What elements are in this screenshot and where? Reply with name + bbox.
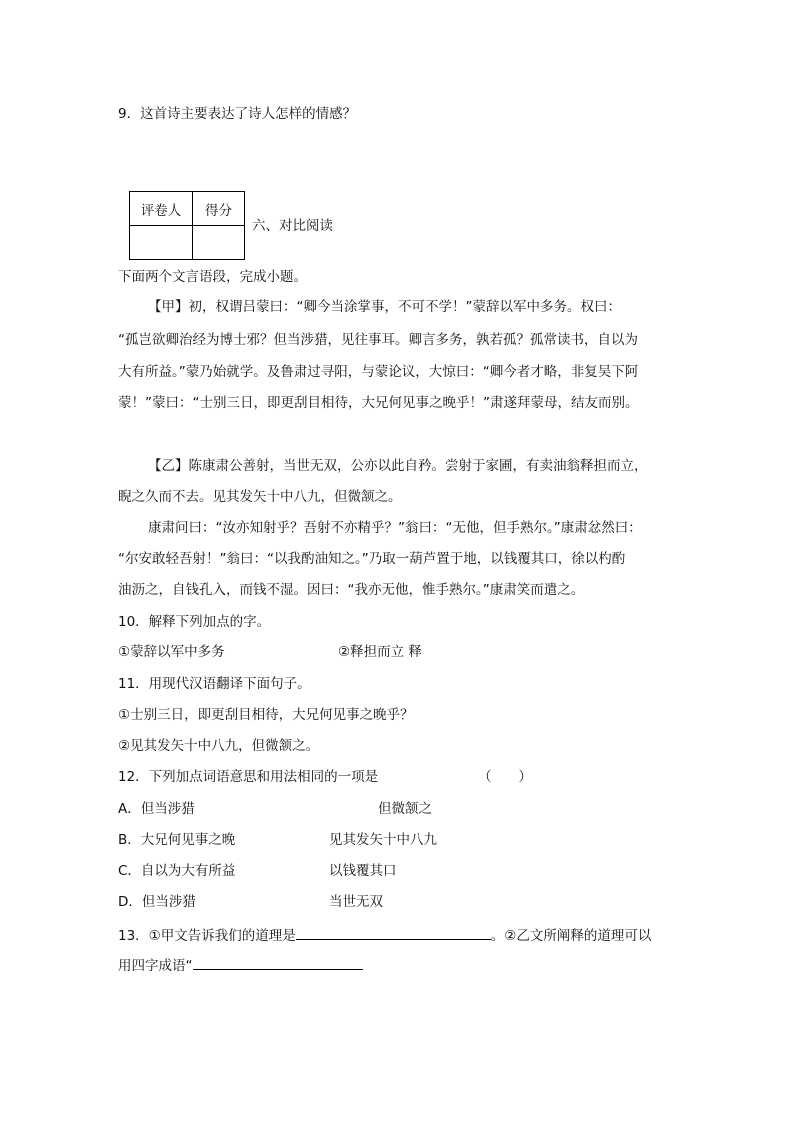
reviewer-cell [130, 226, 193, 260]
option-a-right: 但微颔之 [378, 801, 432, 817]
q13-line-2: 用四字成语“ [118, 958, 193, 974]
question-10: 10．解释下列加点的字。 [118, 614, 271, 630]
q11-item-b: ②见其发矢十中八九，但微颔之。 [118, 738, 320, 754]
yi-line-1: 【乙】陈康肃公善射，当世无双，公亦以此自矜。尝射于家圃，有卖油翁释担而立， [148, 458, 648, 474]
option-d-left: D．但当涉猎 [118, 894, 196, 910]
q13-part-1: 13．①甲文告诉我们的道理是 [118, 928, 296, 944]
answer-blank-1[interactable] [296, 924, 491, 940]
q10-item-b: ②释担而立 释 [338, 644, 422, 660]
jia-line-3: 大有所益。”蒙乃始就学。及鲁肃过寻阳，与蒙论议，大惊曰：“卿今者才略，非复吴下阿 [118, 364, 639, 380]
question-13-line-1 [118, 924, 651, 946]
section-title: 六、对比阅读 [252, 218, 333, 234]
jia-line-4: 蒙！”蒙曰：“士别三日，即更刮目相待，大兄何见事之晚乎！”肃遂拜蒙母，结友而别。 [118, 395, 639, 411]
yi-line-2: 睨之久而不去。见其发矢十中八九，但微颔之。 [118, 489, 402, 505]
q11-item-a: ①士别三日，即更刮目相待，大兄何见事之晚乎？ [118, 707, 414, 723]
yi-line-4: “尔安敢轻吾射！”翁曰：“以我酌油知之。”乃取一葫芦置于地，以钱覆其口，徐以杓酌 [118, 551, 626, 567]
q10-item-a: ①蒙辞以军中多务 [118, 644, 225, 660]
yi-line-3: 康肃问曰：“汝亦知射乎？吾射不亦精乎？”翁曰：“无他，但手熟尔。”康肃忿然曰： [148, 520, 642, 536]
question-12: 12．下列加点词语意思和用法相同的一项是 [118, 769, 379, 785]
question-9: 9．这首诗主要表达了诗人怎样的情感？ [118, 106, 357, 122]
q13-part-2: 。②乙文所阐释的道理可以 [490, 928, 652, 944]
option-b-left: B．大兄何见事之晚 [118, 832, 236, 848]
jia-line-2: “孤岂欲卿治经为博士邪？但当涉猎，见往事耳。卿言多务，孰若孤？孤常读书，自以为 [118, 332, 638, 348]
answer-paren: （ ） [478, 769, 532, 785]
option-a-left: A．但当涉猎 [118, 801, 195, 817]
option-b-right: 见其发矢十中八九 [329, 832, 437, 848]
instruction: 下面两个文言语段，完成小题。 [118, 269, 307, 285]
score-header: 得分 [193, 192, 245, 226]
reviewer-header: 评卷人 [130, 192, 193, 226]
option-c-left: C．自以为大有所益 [118, 863, 236, 879]
answer-blank-2[interactable] [193, 954, 363, 970]
option-d-right: 当世无双 [329, 894, 383, 910]
jia-line-1: 【甲】初，权谓吕蒙曰：“卿今当涂掌事，不可不学！”蒙辞以军中多务。权曰： [148, 299, 621, 315]
option-c-right: 以钱覆其口 [329, 863, 397, 879]
score-cell [193, 226, 245, 260]
question-13-line-2 [118, 954, 363, 976]
score-table [129, 191, 245, 260]
question-11: 11．用现代汉语翻译下面句子。 [118, 676, 311, 692]
yi-line-5: 油沥之，自钱孔入，而钱不湿。因曰：“我亦无他，惟手熟尔。”康肃笑而遣之。 [118, 582, 585, 598]
